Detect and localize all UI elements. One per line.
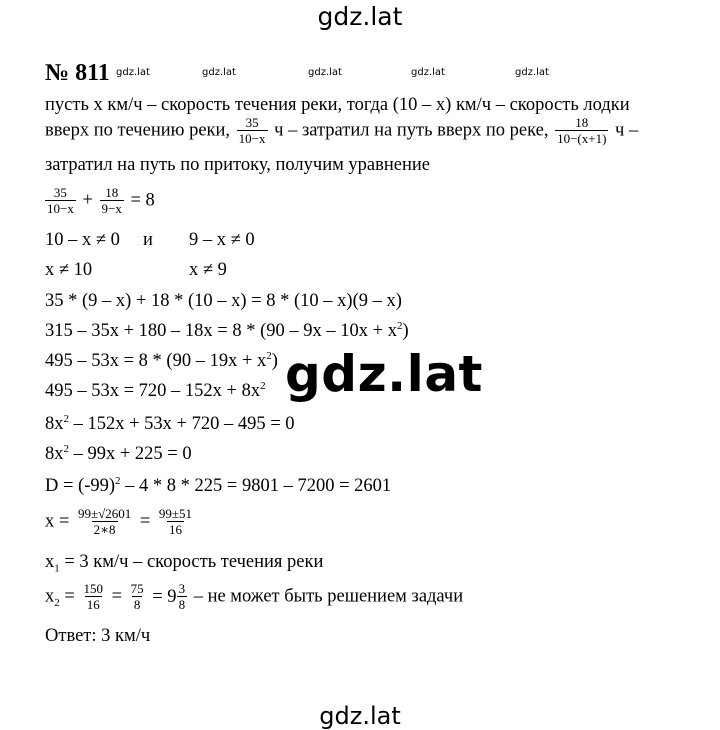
x-label: х =: [45, 511, 70, 532]
condition-2-right: х ≠ 9: [189, 260, 227, 280]
step-text: ): [402, 321, 409, 342]
step-text: – 99х + 225 = 0: [69, 444, 192, 465]
fraction-numerator: 99±51: [158, 506, 193, 521]
step-text: 8х: [45, 444, 64, 465]
fraction-denominator: 10−x: [47, 201, 74, 216]
watermark-small: gdz.lat: [308, 67, 342, 78]
step-text: 495 – 53х = 8 * (90 – 19х + х: [45, 351, 267, 372]
equals-sign: =: [59, 586, 75, 607]
fraction-numerator: 3: [178, 581, 186, 596]
fraction-denominator: 10−x: [238, 131, 266, 146]
watermark-bottom: gdz.lat: [319, 702, 401, 730]
fraction-denominator: 16: [168, 522, 182, 537]
fraction: [81, 582, 105, 612]
mixed-number: [152, 582, 189, 612]
step-text: ): [271, 351, 278, 372]
fraction-denominator: 8: [133, 597, 141, 612]
watermark-small: gdz.lat: [202, 67, 236, 78]
fraction: [100, 186, 124, 216]
fraction: [157, 507, 194, 537]
condition-2-left: х ≠ 10: [45, 260, 93, 280]
fraction: [45, 186, 76, 216]
fraction-time-up: [237, 116, 268, 146]
fraction-denominator: 9−x: [101, 201, 122, 216]
step-2: [45, 320, 409, 342]
exponent: 2: [266, 350, 272, 362]
plus-sign: +: [82, 190, 93, 211]
fraction-denominator: 10−(x+1): [557, 131, 607, 146]
fraction-numerator: 75: [130, 581, 144, 596]
fraction-denominator: 8: [178, 597, 186, 612]
fraction-denominator: 16: [86, 597, 100, 612]
exponent: 2: [260, 380, 266, 392]
fraction-numerator: 35: [53, 185, 67, 200]
equals-sign: =: [139, 511, 151, 532]
problem-number: № 811: [45, 60, 110, 86]
fraction-numerator: 150: [83, 581, 103, 596]
watermark-center: gdz.lat: [285, 345, 483, 403]
watermark-top: gdz.lat: [317, 2, 403, 31]
step-text: – 152х + 53х + 720 – 495 = 0: [69, 414, 295, 435]
exponent: 2: [115, 475, 121, 487]
root-2-text: – не может быть решением задачи: [193, 586, 464, 607]
fraction-time-tributary: [555, 116, 608, 146]
exponent: 2: [63, 413, 69, 425]
exponent: 2: [63, 443, 69, 455]
root-2: [45, 582, 463, 612]
text-line-2-end: ч –: [615, 120, 639, 141]
step-text: – 4 * 8 * 225 = 9801 – 7200 = 2601: [120, 476, 392, 497]
step-text: 315 – 35х + 180 – 18х = 8 * (90 – 9х – 10х + х: [45, 321, 397, 342]
root-1-text: = 3 км/ч – скорость течения реки: [59, 552, 324, 572]
fraction: [177, 582, 188, 612]
equation-rhs: = 8: [130, 190, 155, 211]
fraction-numerator: 18: [575, 115, 589, 130]
fraction: [129, 582, 146, 612]
subscript: 1: [54, 562, 60, 575]
text-line-3: затратил на путь по притоку, получим уравнение: [45, 155, 430, 175]
step-1: 35 * (9 – х) + 18 * (10 – х) = 8 * (10 – х)(9 – х): [45, 291, 402, 311]
text-line-2-middle: ч – затратил на путь вверх по реке,: [274, 120, 549, 141]
subscript: 2: [54, 596, 60, 609]
step-text: 8х: [45, 414, 64, 435]
fraction: [76, 507, 133, 537]
step-3: [45, 350, 278, 372]
step-5: [45, 413, 295, 435]
x-label: х: [45, 586, 55, 607]
equation-main: [45, 186, 155, 216]
watermark-small: gdz.lat: [515, 67, 549, 78]
mixed-number-whole: = 9: [152, 586, 177, 607]
watermark-small: gdz.lat: [116, 67, 150, 78]
condition-1-right: 9 – х ≠ 0: [189, 230, 255, 250]
fraction-numerator: 35: [245, 115, 259, 130]
text-line-2: [45, 116, 638, 146]
discriminant: [45, 475, 391, 497]
roots-formula: [45, 507, 196, 537]
root-1: [45, 552, 323, 575]
watermark-small: gdz.lat: [411, 67, 445, 78]
step-text: 495 – 53х = 720 – 152х + 8х: [45, 381, 261, 402]
step-text: D = (-99): [45, 476, 116, 497]
fraction-numerator: 18: [105, 185, 119, 200]
fraction-denominator: 2∗8: [93, 522, 116, 537]
x-label: х: [45, 552, 55, 572]
exponent: 2: [396, 320, 403, 332]
answer: Ответ: 3 км/ч: [45, 626, 151, 646]
equals-sign: =: [111, 586, 122, 607]
condition-and: и: [143, 230, 153, 250]
fraction-numerator: 99±√2601: [77, 506, 132, 521]
step-4: [45, 380, 266, 402]
text-line-1: пусть х км/ч – скорость течения реки, тогда (10 – х) км/ч – скорость лодки: [45, 95, 630, 115]
text-line-2-start: вверх по течению реки,: [45, 120, 231, 141]
condition-1-left: 10 – х ≠ 0: [45, 230, 120, 250]
step-6: [45, 443, 192, 465]
